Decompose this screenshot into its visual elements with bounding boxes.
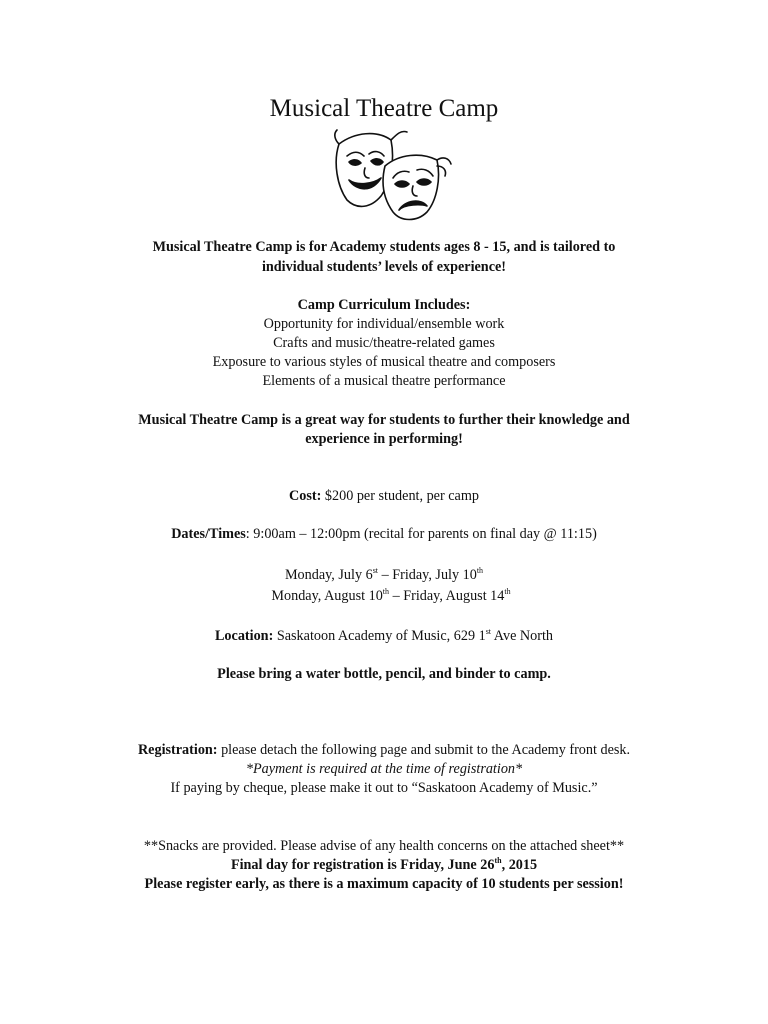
registration-value: please detach the following page and submit to the Academy front desk. <box>221 742 631 758</box>
location-label: Location: <box>214 628 274 644</box>
dates-colon: : <box>245 526 250 542</box>
dates-label: Dates/Times <box>171 526 246 542</box>
intro-line-2: individual students’ levels of experience! <box>261 259 507 275</box>
curriculum-heading: Camp Curriculum Includes: <box>297 297 471 313</box>
session-2-start-sup: th <box>382 587 390 596</box>
closing-line-2: experience in performing! <box>305 431 463 447</box>
session-2-end: – Friday, August 14 <box>389 588 505 604</box>
cost-label: Cost: <box>289 488 322 504</box>
cost-line <box>0 487 768 506</box>
session-1-start-sup: st <box>372 566 379 575</box>
session-1-start: Monday, July 6 <box>284 567 373 583</box>
dates-line <box>0 525 768 544</box>
payment-note: *Payment is required at the time of registration* <box>245 761 523 777</box>
curriculum-item: Crafts and music/theatre-related games <box>273 335 495 351</box>
page-title: Musical Theatre Camp <box>269 95 499 122</box>
location-line <box>0 627 768 646</box>
curriculum-item: Opportunity for individual/ensemble work <box>263 316 505 332</box>
snacks-note: **Snacks are provided. Please advise of any health concerns on the attached sheet** <box>143 838 625 854</box>
bring-items-note: Please bring a water bottle, pencil, and binder to camp. <box>217 666 551 682</box>
session-1-end-sup: th <box>476 566 484 575</box>
session-2 <box>0 587 768 606</box>
location-value-end: Ave North <box>491 628 554 644</box>
registration-label: Registration: <box>137 742 218 758</box>
final-day-text: Final day for registration is Friday, June 26 <box>230 857 495 873</box>
location-value: Saskatoon Academy of Music, 629 1 <box>276 628 486 644</box>
final-day-sup: th <box>494 856 502 865</box>
closing-line-1: Musical Theatre Camp is a great way for students to further their knowledge and <box>138 412 630 428</box>
session-2-end-sup: th <box>504 587 511 596</box>
capacity-note: Please register early, as there is a maximum capacity of 10 students per session! <box>144 876 624 892</box>
session-2-start: Monday, August 10 <box>271 588 383 604</box>
registration-line <box>0 741 768 760</box>
cheque-note: If paying by cheque, please make it out to “Saskatoon Academy of Music.” <box>170 780 598 796</box>
curriculum-item: Exposure to various styles of musical theatre and composers <box>212 354 556 370</box>
session-1 <box>0 566 768 585</box>
theatre-masks-icon <box>325 126 455 224</box>
cost-value: $200 per student, per camp <box>324 488 479 504</box>
intro-line-1: Musical Theatre Camp is for Academy students ages 8 - 15, and is tailored to <box>152 239 616 255</box>
final-day-year: , 2015 <box>501 857 538 873</box>
location-sup: st <box>485 627 492 636</box>
curriculum-item: Elements of a musical theatre performance <box>262 373 506 389</box>
session-1-end: – Friday, July 10 <box>378 567 477 583</box>
dates-value: 9:00am – 12:00pm (recital for parents on final day @ 11:15) <box>253 526 597 542</box>
final-day-note <box>0 856 768 875</box>
